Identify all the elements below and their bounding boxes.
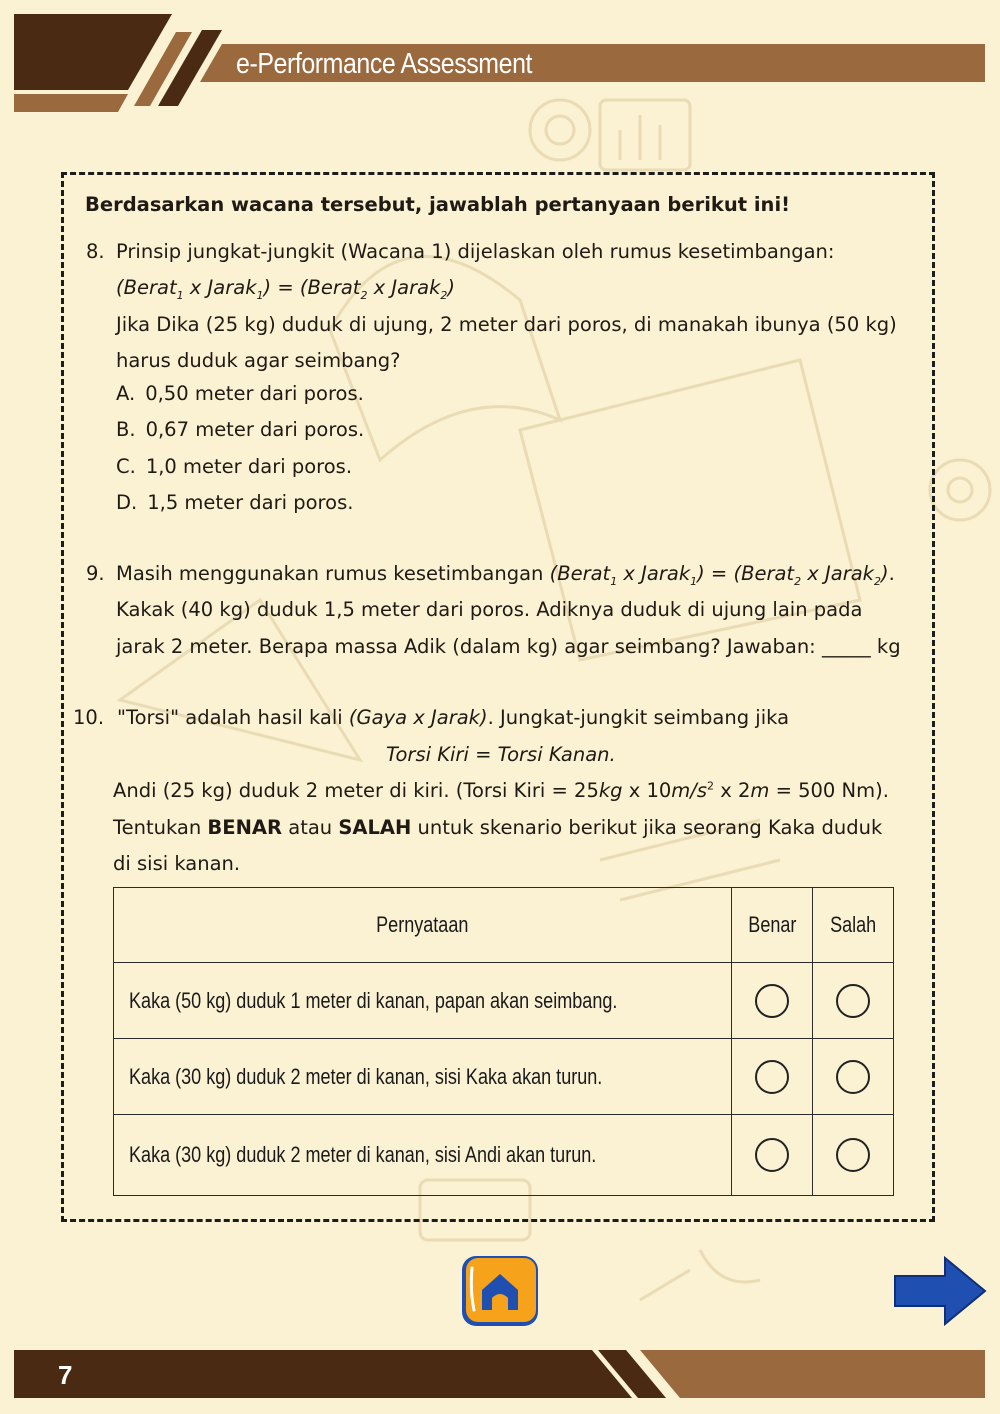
table-row [114, 1115, 894, 1196]
salah-cell [812, 1039, 893, 1115]
q9-number: 9. [86, 562, 105, 585]
header-benar: Benar [732, 888, 813, 963]
header-salah: Salah [812, 888, 893, 963]
statement-text: Kaka (30 kg) duduk 2 meter di kanan, sisi Kaka akan turun. [114, 1039, 732, 1115]
header-title: e-Performance Assessment [236, 48, 533, 80]
q8-line3: Jika Dika (25 kg) duduk di ujung, 2 meter dari poros, di manakah ibunya (50 kg) [116, 313, 897, 336]
q9-text: Masih menggunakan rumus kesetimbangan (Berat$_1$ x Jarak$_1$) = (Berat$_2$ x Jarak$_2$). [116, 562, 895, 588]
salah-radio-2[interactable] [836, 1060, 870, 1094]
q9-line3: jarak 2 meter. Berapa massa Adik (dalam kg) agar seimbang? Jawaban: _____ kg [116, 635, 901, 658]
home-icon[interactable] [458, 1252, 542, 1330]
q10-text: "Torsi" adalah hasil kali (Gaya x Jarak). Jungkat-jungkit seimbang jika [117, 706, 790, 729]
q8-option-c[interactable]: C. 1,0 meter dari poros. [116, 455, 353, 478]
q8-line4: harus duduk agar seimbang? [116, 349, 401, 372]
q8-option-a[interactable]: A. 0,50 meter dari poros. [116, 382, 364, 405]
salah-cell [812, 1115, 893, 1196]
header-pernyataan: Pernyataan [114, 888, 732, 963]
q10-number: 10. [73, 706, 105, 729]
q8-option-d[interactable]: D. 1,5 meter dari poros. [116, 491, 354, 514]
q9-line2: Kakak (40 kg) duduk 1,5 meter dari poros. Adiknya duduk di ujung lain pada [116, 598, 863, 621]
q8-option-b[interactable]: B. 0,67 meter dari poros. [116, 418, 365, 441]
statement-text: Kaka (50 kg) duduk 1 meter di kanan, papan akan seimbang. [114, 963, 732, 1039]
q10-line3: Andi (25 kg) duduk 2 meter di kiri. (Torsi Kiri = 25kg x $10m/s^2$ x 2m = 500 Nm). [113, 779, 889, 802]
q8-text: Prinsip jungkat-jungkit (Wacana 1) dijelaskan oleh rumus kesetimbangan: [116, 240, 835, 263]
table-row [114, 963, 894, 1039]
salah-cell [812, 963, 893, 1039]
q10-center-formula: Torsi Kiri = Torsi Kanan. [386, 743, 616, 766]
table-header-row [114, 888, 894, 963]
footer-banner [0, 1340, 1000, 1414]
statement-text: Kaka (30 kg) duduk 2 meter di kanan, sisi Andi akan turun. [114, 1115, 732, 1196]
statement-table [113, 887, 894, 1196]
q9-answer-blank[interactable]: _____ [821, 635, 871, 658]
salah-radio-3[interactable] [836, 1138, 870, 1172]
benar-radio-1[interactable] [755, 984, 789, 1018]
benar-cell [732, 963, 813, 1039]
q10-line5: di sisi kanan. [113, 852, 241, 875]
benar-radio-2[interactable] [755, 1060, 789, 1094]
benar-cell [732, 1039, 813, 1115]
page-number: 7 [58, 1360, 73, 1390]
q8-number: 8. [86, 240, 105, 263]
table-row [114, 1039, 894, 1115]
instruction-heading: Berdasarkan wacana tersebut, jawablah pertanyaan berikut ini! [85, 193, 791, 216]
salah-radio-1[interactable] [836, 984, 870, 1018]
benar-cell [732, 1115, 813, 1196]
benar-radio-3[interactable] [755, 1138, 789, 1172]
q10-line4: Tentukan BENAR atau SALAH untuk skenario berikut jika seorang Kaka duduk [113, 816, 883, 839]
q8-formula: (Berat$_1$ x Jarak$_1$) = (Berat$_2$ x Jarak$_2$) [116, 276, 455, 302]
next-arrow-icon[interactable] [893, 1256, 987, 1326]
